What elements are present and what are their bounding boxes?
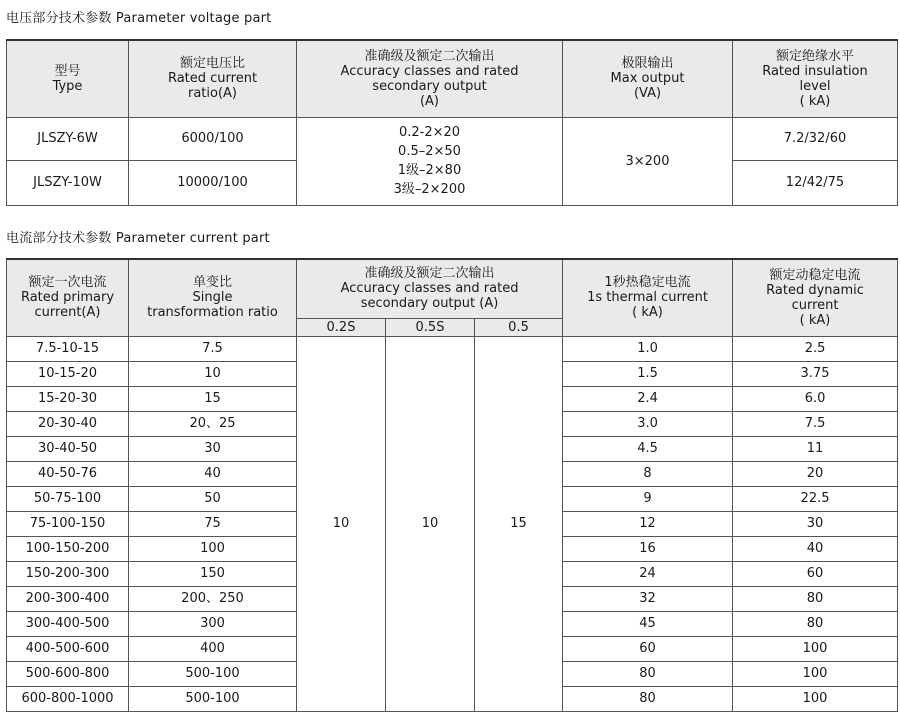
dynamic-current-cell: 2.5 [733, 336, 898, 361]
thermal-current-cell: 80 [563, 686, 733, 711]
single-ratio-cell: 50 [129, 486, 297, 511]
voltage-row-ratio: 6000/100 [129, 117, 297, 160]
primary-current-cell: 20-30-40 [7, 411, 129, 436]
single-ratio-cell: 40 [129, 461, 297, 486]
thermal-current-cell: 4.5 [563, 436, 733, 461]
thermal-current-cell: 1.5 [563, 361, 733, 386]
primary-current-cell: 600-800-1000 [7, 686, 129, 711]
voltage-header-accuracy: 准确级及额定二次输出 Accuracy classes and rated secondary output (A) [297, 40, 563, 117]
dynamic-current-cell: 6.0 [733, 386, 898, 411]
dynamic-current-cell: 100 [733, 636, 898, 661]
accuracy-0-5s-value: 10 [386, 336, 475, 711]
thermal-current-cell: 32 [563, 586, 733, 611]
thermal-current-cell: 80 [563, 661, 733, 686]
thermal-current-cell: 8 [563, 461, 733, 486]
current-parameter-table [6, 258, 898, 712]
primary-current-cell: 400-500-600 [7, 636, 129, 661]
thermal-current-cell: 12 [563, 511, 733, 536]
thermal-current-cell: 2.4 [563, 386, 733, 411]
primary-current-cell: 500-600-800 [7, 661, 129, 686]
thermal-current-cell: 45 [563, 611, 733, 636]
voltage-row-type: JLSZY-10W [7, 160, 129, 205]
accuracy-0-2s-value: 10 [297, 336, 386, 711]
primary-current-cell: 7.5-10-15 [7, 336, 129, 361]
current-header-dynamic: 额定动稳定电流 Rated dynamic current ( kA) [733, 259, 898, 336]
primary-current-cell: 10-15-20 [7, 361, 129, 386]
current-header-single-ratio: 单变比 Single transformation ratio [129, 259, 297, 336]
primary-current-cell: 50-75-100 [7, 486, 129, 511]
thermal-current-cell: 9 [563, 486, 733, 511]
voltage-row-ratio: 10000/100 [129, 160, 297, 205]
single-ratio-cell: 300 [129, 611, 297, 636]
voltage-row-insulation: 12/42/75 [733, 160, 898, 205]
primary-current-cell: 40-50-76 [7, 461, 129, 486]
thermal-current-cell: 24 [563, 561, 733, 586]
accuracy-subheader-0-5s: 0.5S [386, 318, 475, 336]
thermal-current-cell: 16 [563, 536, 733, 561]
dynamic-current-cell: 30 [733, 511, 898, 536]
dynamic-current-cell: 100 [733, 686, 898, 711]
thermal-current-cell: 3.0 [563, 411, 733, 436]
single-ratio-cell: 30 [129, 436, 297, 461]
single-ratio-cell: 10 [129, 361, 297, 386]
primary-current-cell: 200-300-400 [7, 586, 129, 611]
voltage-parameter-table [6, 39, 898, 206]
primary-current-cell: 300-400-500 [7, 611, 129, 636]
accuracy-subheader-0-2s: 0.2S [297, 318, 386, 336]
current-section-title: 电流部分技术参数 Parameter current part [6, 231, 270, 246]
single-ratio-cell: 150 [129, 561, 297, 586]
accuracy-subheader-0-5: 0.5 [475, 318, 563, 336]
voltage-header-insulation: 额定绝缘水平 Rated insulation level ( kA) [733, 40, 898, 117]
single-ratio-cell: 7.5 [129, 336, 297, 361]
single-ratio-cell: 75 [129, 511, 297, 536]
current-header-thermal: 1秒热稳定电流 1s thermal current ( kA) [563, 259, 733, 336]
voltage-max-output-value: 3×200 [563, 117, 733, 205]
primary-current-cell: 150-200-300 [7, 561, 129, 586]
dynamic-current-cell: 80 [733, 586, 898, 611]
single-ratio-cell: 100 [129, 536, 297, 561]
primary-current-cell: 100-150-200 [7, 536, 129, 561]
single-ratio-cell: 500-100 [129, 686, 297, 711]
single-ratio-cell: 400 [129, 636, 297, 661]
accuracy-0-5-value: 15 [475, 336, 563, 711]
dynamic-current-cell: 20 [733, 461, 898, 486]
table-row [7, 336, 898, 361]
dynamic-current-cell: 11 [733, 436, 898, 461]
voltage-header-max-output: 极限输出 Max output (VA) [563, 40, 733, 117]
thermal-current-cell: 60 [563, 636, 733, 661]
thermal-current-cell: 1.0 [563, 336, 733, 361]
primary-current-cell: 30-40-50 [7, 436, 129, 461]
voltage-header-rated-ratio: 额定电压比 Rated current ratio(A) [129, 40, 297, 117]
voltage-accuracy-values: 0.2-2×20 0.5–2×50 1级–2×80 3级–2×200 [297, 117, 563, 205]
dynamic-current-cell: 7.5 [733, 411, 898, 436]
single-ratio-cell: 500-100 [129, 661, 297, 686]
dynamic-current-cell: 80 [733, 611, 898, 636]
single-ratio-cell: 20、25 [129, 411, 297, 436]
dynamic-current-cell: 60 [733, 561, 898, 586]
single-ratio-cell: 15 [129, 386, 297, 411]
voltage-header-type: 型号 Type [7, 40, 129, 117]
primary-current-cell: 75-100-150 [7, 511, 129, 536]
dynamic-current-cell: 3.75 [733, 361, 898, 386]
current-header-accuracy: 准确级及额定二次输出 Accuracy classes and rated secondary output (A) [297, 259, 563, 318]
voltage-row-insulation: 7.2/32/60 [733, 117, 898, 160]
current-header-primary: 额定一次电流 Rated primary current(A) [7, 259, 129, 336]
primary-current-cell: 15-20-30 [7, 386, 129, 411]
single-ratio-cell: 200、250 [129, 586, 297, 611]
voltage-row-type: JLSZY-6W [7, 117, 129, 160]
dynamic-current-cell: 40 [733, 536, 898, 561]
dynamic-current-cell: 100 [733, 661, 898, 686]
dynamic-current-cell: 22.5 [733, 486, 898, 511]
voltage-section-title: 电压部分技术参数 Parameter voltage part [6, 11, 272, 26]
